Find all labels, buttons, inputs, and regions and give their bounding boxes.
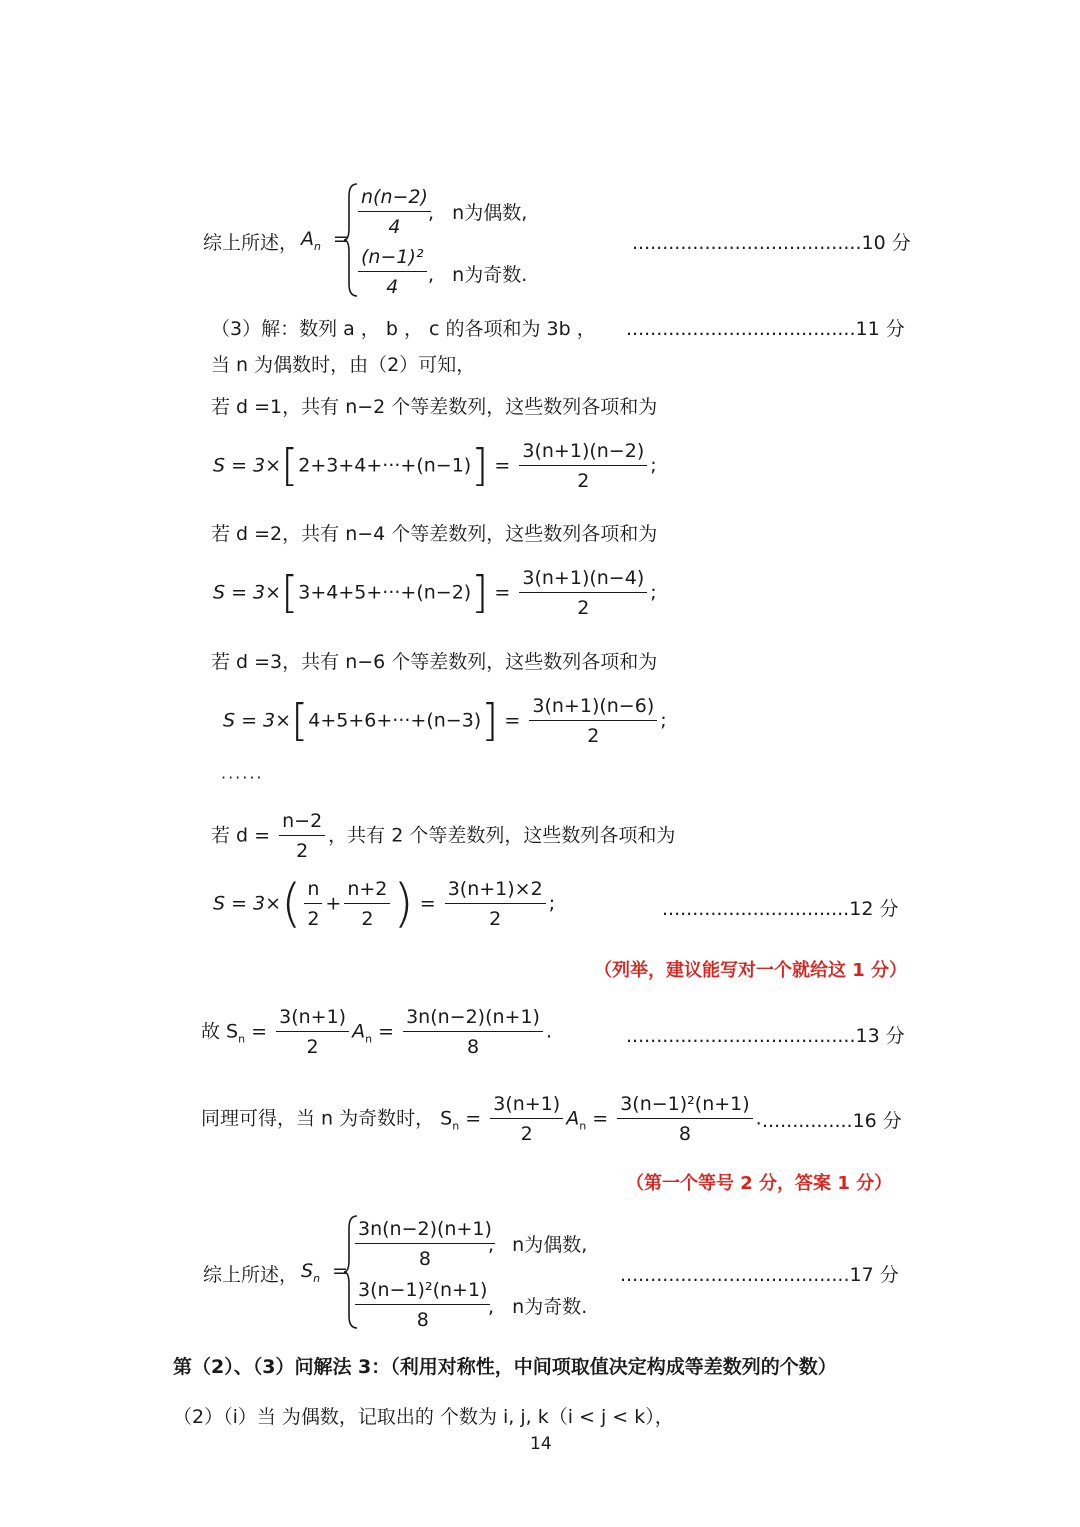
conclusion-even-eq2: =	[378, 1020, 395, 1043]
dlast-formula: S = 3×( $\frac{n}{2}$ + $\frac{n+2}{2}$ ) = $\frac{3(n+1)\times 2}{2}$ ;	[213, 874, 556, 934]
d3-inner: 4+5+6+···+(n−3)	[308, 709, 482, 732]
d3-eq: =	[504, 709, 521, 732]
summary1-score: ......................................10 分	[632, 232, 911, 254]
summary2-eq: =	[332, 1260, 349, 1282]
summary1-case1-cond-text: n为偶数,	[452, 202, 528, 224]
d3-den: 2	[587, 725, 600, 747]
conclusion-even-end: .	[545, 1020, 553, 1043]
last-line: （2）（i）当 为偶数，记取出的 个数为 i, j, k（i < j < k），	[173, 1406, 674, 1428]
summary1-lhs-sub: n	[314, 239, 321, 253]
conclusion-odd-sub: n	[452, 1119, 460, 1133]
conclusion-even-f1-den: 2	[306, 1036, 319, 1058]
conclusion-even-mid-sub: n	[365, 1032, 373, 1046]
dlast-f1-den: 2	[307, 908, 320, 930]
summary2-case2-cond-text: n为奇数.	[512, 1296, 588, 1318]
conclusion-odd	[201, 1093, 762, 1145]
summary1-case2-cond: , n为奇数.	[428, 264, 528, 286]
dlast-f2-num: n+2	[344, 878, 390, 904]
conclusion-odd-score: ...............16 分	[762, 1110, 902, 1132]
conclusion-even-score: ......................................13 分	[626, 1025, 905, 1047]
dlast-prefix: 若 d =	[211, 824, 271, 847]
d1-text: 若 d =1，共有 n−2 个等差数列，这些数列各项和为	[211, 396, 658, 418]
summary1-case2-cond-text: n为奇数.	[452, 264, 528, 286]
note1: （列举，建议能写对一个就给这 1 分）	[594, 960, 908, 981]
d1-inner: 2+3+4+···+(n−1)	[298, 454, 472, 477]
part3-line2: 当 n 为偶数时，由（2）可知，	[211, 354, 476, 376]
summary2-case1-num: 3n(n−2)(n+1)	[355, 1218, 495, 1244]
conclusion-even-mid: A	[352, 1020, 366, 1043]
dlast-d-den: 2	[296, 840, 309, 862]
d3-text: 若 d =3，共有 n−6 个等差数列，这些数列各项和为	[211, 651, 658, 673]
dlast-den: 2	[489, 908, 502, 930]
d1-formula: S = 3×[2+3+4+···+(n−1)] = $\frac{3(n+1)(n-2)}{2}$ ;	[213, 440, 657, 492]
dlast-num: 3(n+1)×2	[445, 878, 546, 904]
conclusion-odd-f1-num: 3(n+1)	[490, 1093, 563, 1119]
d2-text: 若 d =2，共有 n−4 个等差数列，这些数列各项和为	[211, 523, 658, 545]
summary2-lhs-sub: n	[313, 1271, 321, 1285]
summary1-label: 综上所述，	[203, 232, 299, 254]
summary2-case2-cond: , n为奇数.	[488, 1296, 588, 1318]
d3-num: 3(n+1)(n−6)	[529, 695, 657, 721]
ellipsis: ······	[221, 768, 264, 787]
dlast-eq: =	[419, 892, 436, 915]
summary2-label: 综上所述，	[203, 1264, 299, 1286]
d2-den: 2	[577, 597, 590, 619]
d2-end: ;	[650, 581, 657, 604]
d1-den: 2	[577, 470, 590, 492]
summary2-case2	[352, 1279, 493, 1331]
summary2-case1-den: 8	[418, 1248, 431, 1270]
conclusion-even-f2-num: 3n(n−2)(n+1)	[403, 1006, 543, 1032]
dlast-lhs: S = 3×	[213, 892, 282, 915]
conclusion-odd-end: .	[755, 1107, 762, 1130]
d1-end: ;	[650, 454, 657, 477]
conclusion-even-sub: n	[238, 1032, 246, 1046]
summary2-case1-cond: , n为偶数,	[488, 1234, 588, 1256]
part3-line1-score: ......................................11 分	[626, 318, 905, 340]
summary1-case1-den: 4	[388, 216, 401, 238]
dlast-score: ...............................12 分	[662, 898, 899, 920]
conclusion-even-f2-den: 8	[466, 1036, 480, 1058]
d1-eq: =	[494, 454, 511, 477]
conclusion-even-f1-num: 3(n+1)	[276, 1006, 349, 1032]
conclusion-odd-eq2: =	[592, 1107, 609, 1130]
conclusion-odd-prefix: 同理可得，当 n 为奇数时， S	[201, 1107, 453, 1130]
conclusion-odd-mid: A	[566, 1107, 580, 1130]
dlast-text	[211, 810, 675, 862]
note2: （第一个等号 2 分，答案 1 分）	[626, 1173, 893, 1194]
dlast-f1-num: n	[304, 878, 322, 904]
part3-line1: （3）解：数列 a ， b ， c 的各项和为 3b ，	[211, 318, 596, 340]
summary1-case2-num: (n−1)²	[358, 246, 427, 272]
conclusion-even-prefix: 故 S	[201, 1020, 239, 1043]
dlast-d-num: n−2	[279, 810, 325, 836]
d2-eq: =	[494, 581, 511, 604]
d2-num: 3(n+1)(n−4)	[519, 567, 647, 593]
conclusion-odd-eq: =	[465, 1107, 482, 1130]
conclusion-even-eq: =	[251, 1020, 268, 1043]
summary2-case2-num: 3(n−1)²(n+1)	[355, 1279, 490, 1305]
page-number: 14	[530, 1434, 552, 1454]
summary2-lhs	[301, 1260, 348, 1285]
summary1-lhs	[301, 228, 349, 253]
d3-end: ;	[660, 709, 667, 732]
d3-lhs: S = 3×	[223, 709, 292, 732]
summary2-score: ......................................17 分	[620, 1264, 899, 1286]
summary2-lhs-symbol: S	[301, 1260, 314, 1282]
d3-formula: S = 3×[4+5+6+···+(n−3)] = $\frac{3(n+1)(n-6)}{2}$ ;	[223, 695, 667, 747]
d2-inner: 3+4+5+···+(n−2)	[298, 581, 472, 604]
summary1-case2	[355, 246, 430, 298]
summary1-lhs-symbol: A	[301, 228, 314, 250]
summary1-eq: =	[333, 228, 349, 250]
summary1-case2-den: 4	[386, 276, 399, 298]
conclusion-even	[201, 1006, 552, 1058]
summary1-case1	[355, 186, 434, 238]
dlast-end: ;	[548, 892, 556, 915]
conclusion-odd-f2-num: 3(n−1)²(n+1)	[617, 1093, 752, 1119]
summary2-case2-den: 8	[416, 1309, 429, 1331]
method3-heading: 第（2）、（3）问解法 3：（利用对称性，中间项取值决定构成等差数列的个数）	[173, 1356, 837, 1378]
conclusion-odd-f1-den: 2	[520, 1123, 533, 1145]
d1-num: 3(n+1)(n−2)	[519, 440, 647, 466]
summary1-case1-cond: , n为偶数,	[428, 202, 528, 224]
d2-formula: S = 3×[3+4+5+···+(n−2)] = $\frac{3(n+1)(n-4)}{2}$ ;	[213, 567, 657, 619]
summary2-case1	[352, 1218, 498, 1270]
summary2-case1-cond-text: n为偶数,	[512, 1234, 588, 1256]
conclusion-odd-f2-den: 8	[678, 1123, 691, 1145]
dlast-f2-den: 2	[361, 908, 374, 930]
d2-lhs: S = 3×	[213, 581, 282, 604]
conclusion-odd-mid-sub: n	[579, 1119, 587, 1133]
dlast-plus: +	[325, 892, 342, 915]
summary1-case1-num: n(n−2)	[358, 186, 431, 212]
d1-lhs: S = 3×	[213, 454, 282, 477]
dlast-suffix: ，共有 2 个等差数列，这些数列各项和为	[328, 824, 676, 847]
